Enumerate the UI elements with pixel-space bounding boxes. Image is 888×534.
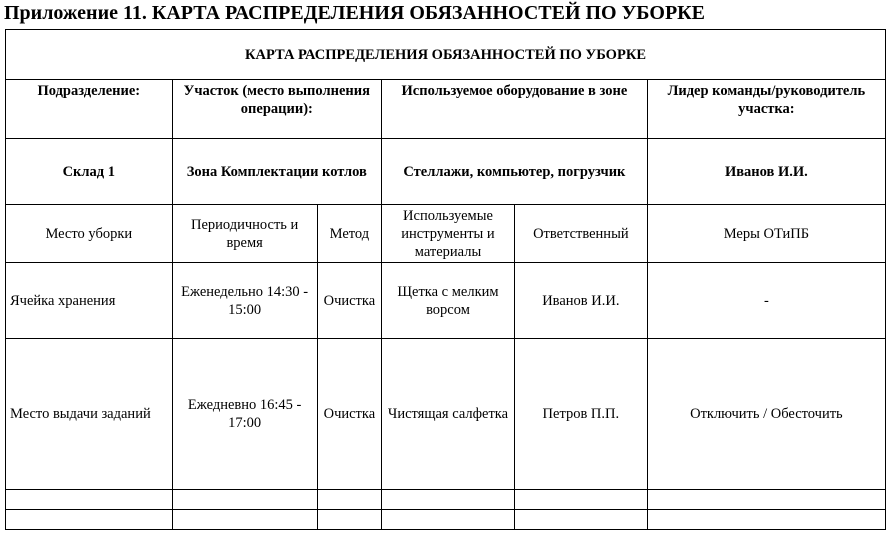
cell-tools: Щетка с мелким ворсом (382, 263, 515, 339)
table-row (6, 339, 886, 490)
leader-value: Иванов И.И. (647, 139, 885, 205)
column-header-method: Метод (317, 205, 381, 263)
leader-header: Лидер команды/руководитель участка: (647, 80, 885, 139)
area-header: Участок (место выполнения операции): (172, 80, 381, 139)
cleaning-duties-table (5, 29, 886, 530)
cell-frequency: Ежедневно 16:45 - 17:00 (172, 339, 317, 490)
cell-safety: - (647, 263, 885, 339)
table-title: КАРТА РАСПРЕДЕЛЕНИЯ ОБЯЗАННОСТЕЙ ПО УБОРКЕ (6, 30, 886, 80)
division-value: Склад 1 (6, 139, 173, 205)
column-header-responsible: Ответственный (514, 205, 647, 263)
area-value: Зона Комплектации котлов (172, 139, 381, 205)
column-header-place: Место уборки (6, 205, 173, 263)
equipment-header: Используемое оборудование в зоне (382, 80, 648, 139)
cell-safety: Отключить / Обесточить (647, 339, 885, 490)
cell-responsible: Петров П.П. (514, 339, 647, 490)
table-row (6, 263, 886, 339)
column-header-safety: Меры ОТиПБ (647, 205, 885, 263)
division-header: Подразделение: (6, 80, 173, 139)
cell-place: Место выдачи заданий (6, 339, 173, 490)
empty-row (6, 490, 886, 510)
column-header-tools: Используемые инструменты и материалы (382, 205, 515, 263)
cell-responsible: Иванов И.И. (514, 263, 647, 339)
cell-frequency: Еженедельно 14:30 - 15:00 (172, 263, 317, 339)
empty-row (6, 510, 886, 530)
document-heading: Приложение 11. КАРТА РАСПРЕДЕЛЕНИЯ ОБЯЗАННОСТЕЙ ПО УБОРКЕ (4, 2, 705, 24)
cell-method: Очистка (317, 263, 381, 339)
cell-tools: Чистящая салфетка (382, 339, 515, 490)
equipment-value: Стеллажи, компьютер, погрузчик (382, 139, 648, 205)
cell-method: Очистка (317, 339, 381, 490)
column-header-frequency: Периодичность и время (172, 205, 317, 263)
cell-place: Ячейка хранения (6, 263, 173, 339)
column-header-row (6, 205, 886, 263)
